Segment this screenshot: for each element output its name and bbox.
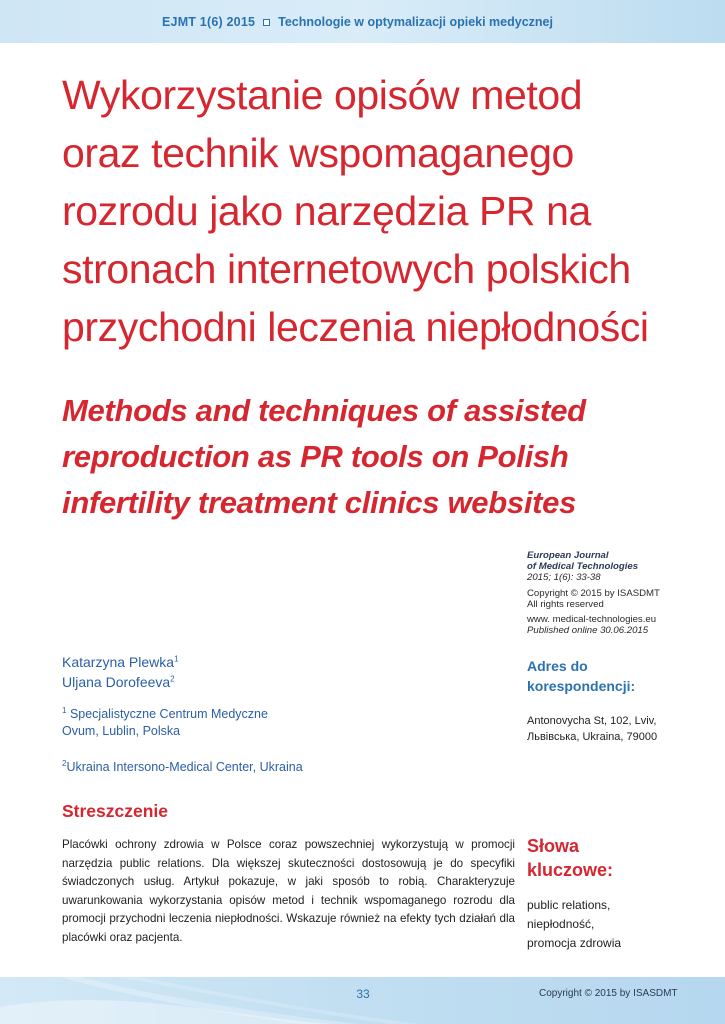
title-pl-line: Wykorzystanie opisów metod — [62, 72, 583, 118]
article-title-polish — [62, 66, 702, 356]
address-line: Львівська, Ukraina, 79000 — [527, 731, 658, 743]
author-name: Uljana Dorofeeva — [62, 674, 171, 690]
running-header — [162, 12, 553, 32]
keywords-heading — [527, 834, 717, 882]
keyword: promocja zdrowia — [527, 936, 622, 950]
keyword: niepłodność, — [527, 917, 595, 931]
address-line: Antonovycha St, 102, Lviv, — [527, 715, 657, 727]
author-name: Katarzyna Plewka — [62, 654, 175, 670]
journal-issue: EJMT 1(6) 2015 — [162, 15, 256, 29]
affiliation-2 — [62, 759, 382, 776]
correspondence-heading-line: Adres do — [527, 658, 588, 674]
affiliation-mark: 2 — [62, 758, 67, 768]
header-bar — [0, 0, 725, 43]
keywords-heading-line: Słowa — [527, 836, 580, 856]
keyword: public relations, — [527, 898, 611, 912]
title-en-line: infertility treatment clinics websites — [62, 485, 577, 520]
citation: 2015; 1(6): 33-38 — [527, 572, 601, 584]
published-date: Published online 30.06.2015 — [527, 625, 649, 637]
page-number: 33 — [356, 987, 370, 1001]
article-title-english — [62, 388, 702, 526]
section-name: Technologie w optymalizacji opieki medycznej — [278, 15, 553, 29]
title-pl-line: przychodni leczenia niepłodności — [62, 304, 649, 350]
separator-square-icon — [263, 19, 270, 26]
copyright-notice: Copyright © 2015 by ISASDMT — [527, 587, 660, 599]
journal-name-line1: European Journal — [527, 550, 609, 561]
title-en-line: reproduction as PR tools on Polish — [62, 439, 569, 474]
keywords-heading-line: kluczowe: — [527, 860, 614, 880]
keywords-list — [527, 896, 717, 953]
author — [62, 672, 382, 692]
author-affiliation-mark: 2 — [170, 674, 175, 684]
correspondence-heading-line: korespondencji: — [527, 678, 636, 694]
footer-bar — [0, 977, 725, 1024]
author-list — [62, 652, 382, 692]
correspondence-heading — [527, 656, 717, 696]
affiliation-line: Ovum, Lublin, Polska — [62, 724, 181, 738]
affiliation-line: Specjalistyczne Centrum Medyczne — [69, 707, 268, 721]
affiliation-line: Ukraina Intersono-Medical Center, Ukraina — [66, 760, 303, 774]
title-pl-line: rozrodu jako narzędzia PR na — [62, 188, 591, 234]
journal-website: www. medical-technologies.eu — [527, 614, 657, 626]
affiliation-1 — [62, 706, 382, 740]
author-affiliation-mark: 1 — [174, 654, 179, 664]
footer-copyright: Copyright © 2015 by ISASDMT — [539, 988, 678, 999]
title-pl-line: stronach internetowych polskich — [62, 246, 631, 292]
journal-name-line2: of Medical Technologies — [527, 561, 639, 573]
author — [62, 652, 382, 672]
title-en-line: Methods and techniques of assisted — [62, 393, 586, 428]
abstract-heading: Streszczenie — [62, 801, 169, 821]
title-pl-line: oraz technik wspomaganego — [62, 130, 574, 176]
correspondence-address — [527, 713, 717, 745]
abstract-text: Placówki ochrony zdrowia w Polsce coraz powszechniej wykorzystują w promocji narzędzia public relations. Dla większej skuteczności dostosowują je do specyfiki świadczonych usług. Artykuł pokazuje, w jaki sposób to robią. Charakteryzuje uwarunkowania wykorzystania opisów metod i technik wspomaganego rozrodu dla promocji przychodni leczenia niepłodności. Wskazuje również na efekty tych działań dla placówki oraz pacjenta. — [62, 838, 515, 944]
publication-info — [527, 550, 717, 636]
affiliation-mark: 1 — [62, 705, 67, 715]
rights-notice: All rights reserved — [527, 598, 604, 610]
